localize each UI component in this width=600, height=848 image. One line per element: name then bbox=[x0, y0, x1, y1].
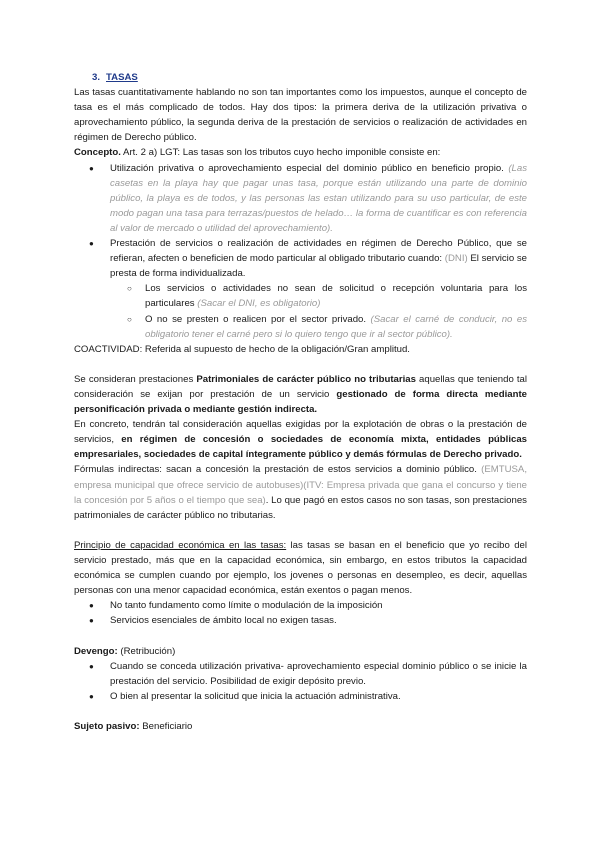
concreto-paragraph bbox=[74, 417, 527, 462]
bullet2-text-b: El servicio se presta de forma individualizada. bbox=[110, 253, 527, 280]
list-item: ● No tanto fundamento como límite o modulación de la imposición bbox=[74, 598, 527, 613]
concreto-bold: en régimen de concesión o sociedades de economía mixta, entidades públicas empresariales, sociedades de capital íntegramente público y demás fórmulas de Derecho privado. bbox=[74, 434, 527, 461]
formulas-paragraph bbox=[74, 462, 527, 522]
prestaciones-bold: gestionado de forma directa mediante personificación privada o mediante gestión indirecta. bbox=[74, 388, 527, 416]
list-item: ● Servicios esenciales de ámbito local no exigen tasas. bbox=[74, 613, 527, 628]
intro-paragraph: Las tasas cuantitativamente hablando no son tan importantes como los impuestos, aunque el concepto de tasa es el más complicado de todos. Hay dos tipos: la primera deriva de la utilización privativa o aprovechamiento público, la segunda deriva de la prestación de servicios o realización de actividades en régimen de Derecho público. bbox=[74, 87, 527, 144]
concepto-label: Concepto. bbox=[74, 147, 121, 159]
formulas-text-end: . Lo que pagó en estos casos no son tasas, son prestaciones patrimoniales de carácter público no tributarias. bbox=[74, 494, 527, 521]
principio-paragraph bbox=[74, 538, 527, 598]
concepto-text: Art. 2 a) LGT: Las tasas son los tributos cuyo hecho imponible consiste en: bbox=[120, 147, 441, 159]
list-item bbox=[110, 312, 527, 342]
concepto-paragraph bbox=[74, 145, 527, 160]
principio-list bbox=[74, 598, 527, 628]
list-item bbox=[110, 281, 527, 311]
spacer bbox=[74, 523, 527, 538]
formulas-note: (EMTUSA, empresa municipal que ofrece servicio de autobuses)(ITV: Empresa privada que gana el concurso y tiene la concesión por 5 años o el tiempo que sea) bbox=[74, 464, 527, 506]
section-title: TASAS bbox=[106, 72, 138, 83]
sub-list bbox=[110, 281, 527, 341]
bullet1-note: (Las casetas en la playa hay que pagar unas tasa, porque están utilizando una parte de dominio público, la playa es de todos, y las personas las estan utilizando para su uso particular, de este modo pagan una tasa para terrazas/puestos de helado… la forma de cuantificar es con referencia al valor de mercado o utilidad del aprovechamiento). bbox=[110, 162, 527, 234]
prestaciones-bold: Patrimoniales de carácter público no tributarias bbox=[196, 373, 416, 385]
sub2-text: O no se presten o realicen por el sector privado. bbox=[145, 313, 371, 325]
concreto-text: En concreto, tendrán tal consideración aquellas exigidas por la explotación de obras o la prestación de servicios, bbox=[74, 419, 527, 446]
bullet2-note: (DNI) bbox=[444, 253, 468, 265]
section-heading bbox=[92, 70, 527, 85]
bullet2-text-a: Prestación de servicios o realización de actividades en régimen de Derecho Público, que se refieran, afecten o beneficien de modo particular al obligado tributario cuando: bbox=[110, 238, 527, 265]
spacer bbox=[74, 704, 527, 719]
section-number: 3. bbox=[92, 72, 101, 83]
prestaciones-text: aquellas que teniendo tal consideración se exijan por prestación de un servicio bbox=[74, 373, 528, 400]
bullet1-text: Utilización privativa o aprovechamiento especial del dominio público en beneficio propio. bbox=[110, 162, 509, 174]
sub2-note: (Sacar el carné de conducir, no es obligatorio tener el carné pero si lo quiero tengo que ir al sector público). bbox=[145, 313, 527, 340]
devengo-text: (Retribución) bbox=[117, 645, 176, 657]
coactividad-line: COACTIVIDAD: Referida al supuesto de hecho de la obligación/Gran amplitud. bbox=[74, 343, 410, 355]
sub1-text: Los servicios o actividades no sean de solicitud o recepción voluntaria para los particulares bbox=[145, 283, 527, 310]
principio-label: Principio de capacidad económica en las tasas: bbox=[74, 539, 287, 551]
spacer bbox=[74, 628, 527, 643]
document-page bbox=[74, 70, 527, 734]
devengo-label: Devengo: bbox=[74, 645, 118, 657]
principio-text: las tasas se basan en el beneficio que yo recibo del servicio prestado, más que en la capacidad económica, sin embargo, en estos tributos la capacidad económica se cumplen cuando por ejemplo, los jovenes o personas en desempleo, es decir, aquellas personas con una menor capacidad económica, están exentos o pagan menos. bbox=[74, 539, 527, 597]
concepto-list bbox=[74, 161, 527, 342]
devengo-list bbox=[74, 659, 527, 704]
devengo-paragraph bbox=[74, 644, 527, 659]
prestaciones-text: Se consideran prestaciones bbox=[74, 373, 197, 385]
sujeto-text: Beneficiario bbox=[139, 721, 193, 733]
sujeto-label: Sujeto pasivo: bbox=[74, 721, 140, 733]
prestaciones-paragraph bbox=[74, 372, 527, 417]
list-item: ● Cuando se conceda utilización privativa- aprovechamiento especial dominio público o se inicie la prestación del servicio. Posibilidad de exigir depósito previo. bbox=[74, 659, 527, 689]
list-item bbox=[74, 161, 527, 236]
list-item bbox=[74, 236, 527, 342]
sujeto-paragraph bbox=[74, 719, 527, 734]
spacer bbox=[74, 357, 527, 372]
formulas-text: Fórmulas indirectas: sacan a concesión la prestación de estos servicios a dominio público. bbox=[74, 464, 482, 476]
sub1-note: (Sacar el DNI, es obligatorio) bbox=[197, 298, 321, 310]
list-item: ● O bien al presentar la solicitud que inicia la actuación administrativa. bbox=[74, 689, 527, 704]
